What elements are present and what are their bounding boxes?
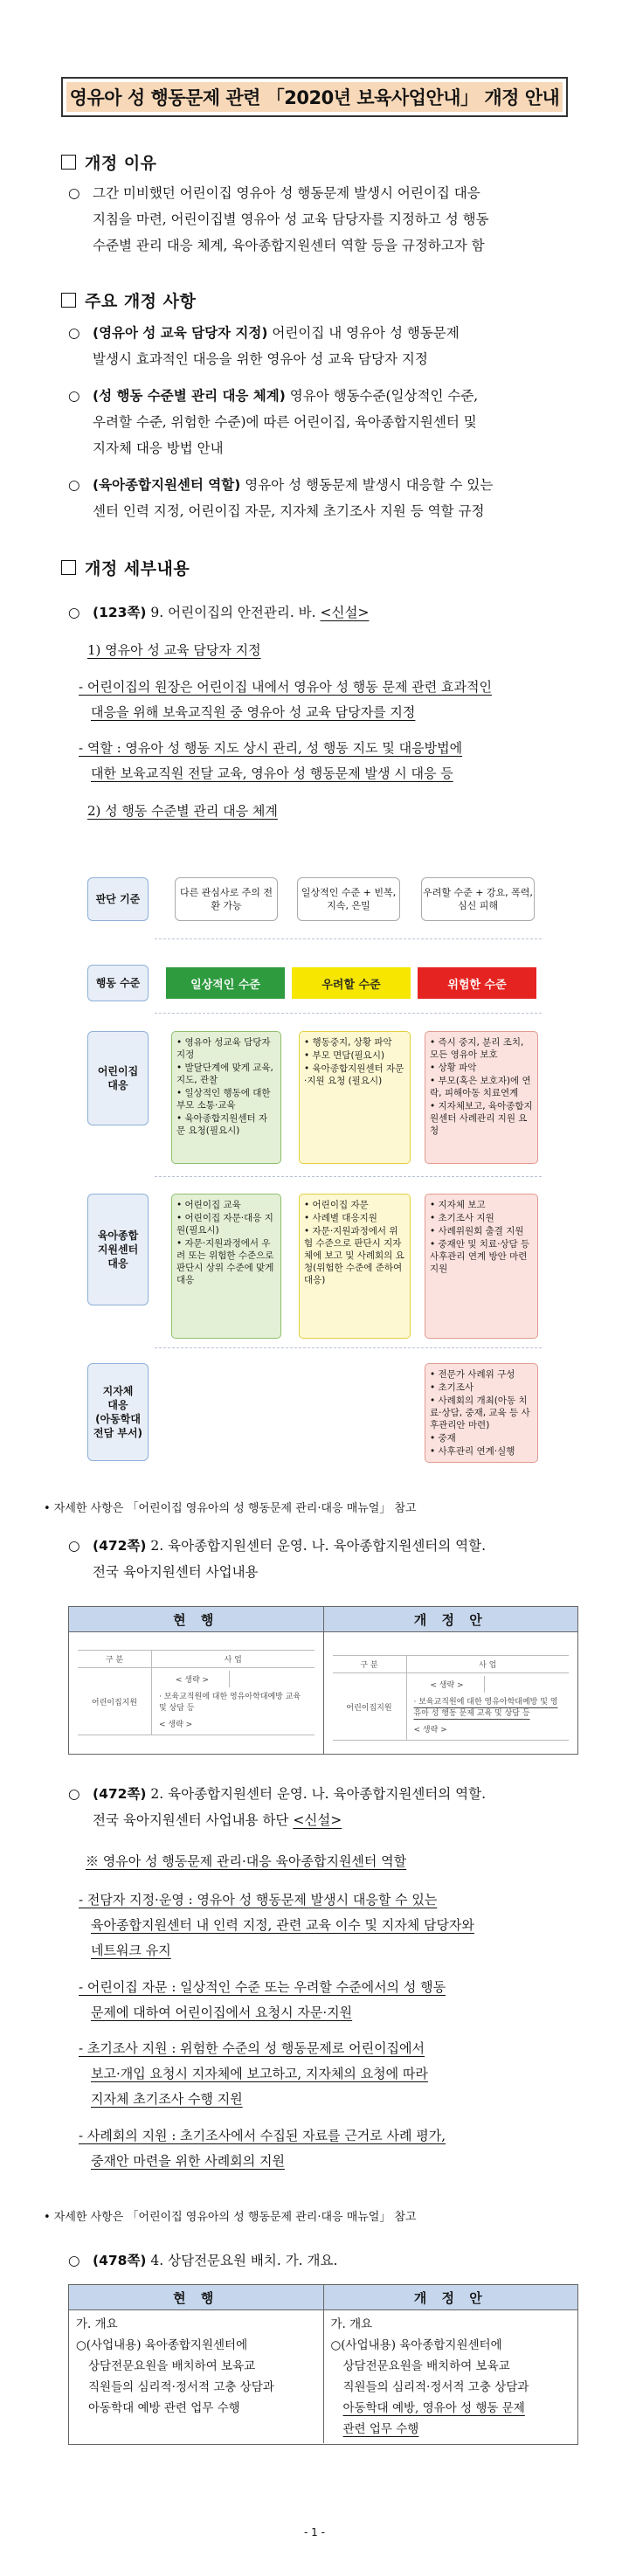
daycare-danger: • 즉시 중지, 분리 조치, 모든 영유아 보호 • 상황 파악 • 부모(혹은 보호자)에 연락, 피해아동 치료연계 • 지자체보고, 육아종합지원센터 사례관리 지원 요청: [425, 1031, 538, 1164]
note-manual-2: • 자세한 사항은 「어린이집 영유아의 성 행동문제 관리·대응 매뉴얼」 참고: [44, 2211, 417, 2224]
dash-item-2: - 역할 : 영유아 성 행동 지도 상시 관리, 성 행동 지도 및 대응방법에 대한 보육교직원 전달 교육, 영유아 성 행동문제 발생 시 대응 등: [79, 740, 463, 781]
main-item-1: ○ (영유아 성 교육 담당자 지정) 어린이집 내 영유아 성 행동문제 발생시 효과적인 대응을 위한 영유아 성 교육 담당자 지정: [68, 325, 460, 367]
center-role-2: - 어린이집 자문 : 일상적인 수준 또는 우려할 수준에서의 성 행동 문제에 대하여 어린이집에서 요청시 자문·지원: [79, 1979, 446, 2020]
comparison-table-1: [68, 1606, 578, 1755]
note-manual-1: • 자세한 사항은 「어린이집 영유아의 성 행동문제 관리·대응 매뉴얼」 참고: [44, 1502, 417, 1515]
star-heading: ※ 영유아 성 행동문제 관리·대응 육아종합지원센터 역할: [86, 1853, 407, 1869]
sub-heading-1: 1) 영유아 성 교육 담당자 지정: [87, 642, 261, 658]
dash-item-1: - 어린이집의 원장은 어린이집 내에서 영유아 성 행동 문제 관련 효과적인 대응을 위해 보육교직원 중 영유아 성 교육 담당자를 지정: [79, 679, 492, 720]
govt-danger: • 전문가 사례위 구성 • 초기조사 • 사례회의 개최(아동 치료·상담, 중재, 교육 등 사후관리안 마련) • 중재 • 사후관리 연계·실행: [425, 1363, 538, 1463]
section-details: 개정 세부내용: [61, 556, 190, 579]
center-role-4: - 사례회의 지원 : 초기조사에서 수집된 자료를 근거로 사례 평가, 중재안 마련을 위한 사례회의 지원: [79, 2128, 446, 2169]
sub-heading-2: 2) 성 행동 수준별 관리 대응 체계: [87, 803, 278, 819]
criteria-2: 일상적인 수준 + 빈복, 지속, 은밀: [297, 877, 400, 921]
criteria-1: 다른 관심사로 주의 전환 가능: [175, 877, 278, 921]
th-revised: 개 정 안: [413, 1611, 487, 1628]
label-daycare: 어린이집 대응: [87, 1031, 149, 1125]
main-item-2: ○ (성 행동 수준별 관리 대응 체계) 영유아 행동수준(일상적인 수준, 우려할 수준, 위험한 수준)에 따른 어린이집, 육아종합지원센터 및 지자체 대응 방법 안내: [68, 388, 479, 456]
detail-1-heading: ○ (123쪽) 9. 어린이집의 안전관리. 바. <신설>: [68, 605, 370, 620]
title-box: [61, 77, 568, 117]
page-title: 영유아 성 행동문제 관련 「2020년 보육사업안내」 개정 안내: [69, 87, 560, 108]
section-main-changes: 주요 개정 사항: [61, 288, 196, 312]
center-normal: • 어린이집 교육 • 어린이집 자문·대응 지원(필요시) • 자문·지원과정에서 우려 또는 위험한 수준으로 판단시 상위 수준에 맞게 대응: [171, 1194, 281, 1339]
th-current-2: 현 행: [69, 2285, 324, 2309]
detail-3-heading: ○ (472쪽) 2. 육아종합지원센터 운영. 나. 육아종합지원센터의 역할. 전국 육아지원센터 사업내용 하단 <신설>: [68, 1786, 487, 1828]
mini-table-current: 구 분 사 업 어린이집지원 < 생략 > · 보육교직원에 대한 영유아학대예방 교육 및 상담 등 < 생략 >: [78, 1650, 314, 1735]
table2-current: 가. 개요 ○(사업내용) 육아종합지원센터에 상담전문요원을 배치하여 보육교 직원들의 심리적·정서적 고충 상담과 아동학대 예방 관련 업무 수행: [69, 2310, 324, 2443]
section-reason: 개정 이유: [61, 150, 157, 174]
center-danger: • 지자체 보고 • 초기조사 지원 • 사례위원회 출결 지원 • 중재안 및 치료·상담 등 사후관리 연계 방안 마련 지원: [425, 1194, 538, 1339]
main-item-3: ○ (육아종합지원센터 역할) 영유아 성 행동문제 발생시 대응할 수 있는 센터 인력 지정, 어린이집 자문, 지자체 초기조사 지원 등 역할 규정: [68, 477, 494, 519]
criteria-3: 우려할 수준 + 강요, 폭력, 심신 피해: [421, 877, 535, 921]
comparison-table-2: [68, 2284, 578, 2445]
daycare-normal: • 영유아 성교육 담당자 지정 • 발달단계에 맞게 교육, 지도, 관찰 • 일상적인 행동에 대한 부모 소통·교육 • 육아종합지원센터 자문 요청(필요시): [171, 1031, 281, 1164]
mini-table-revised: 구 분 사 업 어린이집지원 < 생략 > · 보육교직원에 대한 영유아학대예방 및 영유아 성 행동 문제 교육 및 상담 등 < 생략 >: [333, 1655, 570, 1741]
level-danger: 위험한 수준: [418, 967, 536, 999]
label-center: 육아종합 지원센터 대응: [87, 1194, 149, 1305]
center-role-3: - 초기조사 지원 : 위험한 수준의 성 행동문제로 어린이집에서 보고·개입 요청시 지자체에 보고하고, 지자체의 요청에 따라 지자체 초기조사 수행 지원: [79, 2040, 428, 2107]
response-diagram: [87, 877, 542, 1466]
level-normal: 일상적인 수준: [166, 967, 285, 999]
page-number: - 1 -: [304, 2526, 325, 2538]
detail-2-heading: ○ (472쪽) 2. 육아종합지원센터 운영. 나. 육아종합지원센터의 역할. 전국 육아지원센터 사업내용: [68, 1538, 487, 1580]
level-concern: 우려할 수준: [292, 967, 411, 999]
reason-paragraph: ○ 그간 미비했던 어린이집 영유아 성 행동문제 발생시 어린이집 대응 지침을 마련, 어린이집별 영유아 성 교육 담당자를 지정하고 성 행동 수준별 관리 대응 체계, 육아종합지원센터 역할 등을 규정하고자 함: [68, 185, 489, 253]
daycare-concern: • 행동중지, 상황 파악 • 부모 면담(필요시) • 육아종합지원센터 자문·지원 요청 (필요시): [299, 1031, 411, 1164]
center-concern: • 어린이집 자문 • 사례별 대응지원 • 자문·지원과정에서 위험 수준으로 판단시 지자체에 보고 및 사례회의 요청(위험한 수준에 준하여 대응): [299, 1194, 411, 1339]
label-level: 행동 수준: [87, 965, 149, 1001]
label-govt: 지자체 대응 (아동학대 전담 부서): [87, 1363, 149, 1461]
detail-4-heading: ○ (478쪽) 4. 상담전문요원 배치. 가. 개요.: [68, 2253, 338, 2268]
center-role-1: - 전담자 지정·운영 : 영유아 성 행동문제 발생시 대응할 수 있는 육아종합지원센터 내 인력 지정, 관련 교육 이수 및 지자체 담당자와 네트워크 유지: [79, 1892, 474, 1958]
table2-revised: 가. 개요 ○(사업내용) 육아종합지원센터에 상담전문요원을 배치하여 보육교 직원들의 심리적·정서적 고충 상담과 아동학대 예방, 영유아 성 행동 문제 관련 업무 수행: [330, 2317, 529, 2436]
th-current: 현 행: [69, 1607, 324, 1631]
th-revised-2: 개 정 안: [413, 2289, 487, 2306]
label-criteria: 판단 기준: [87, 877, 149, 921]
